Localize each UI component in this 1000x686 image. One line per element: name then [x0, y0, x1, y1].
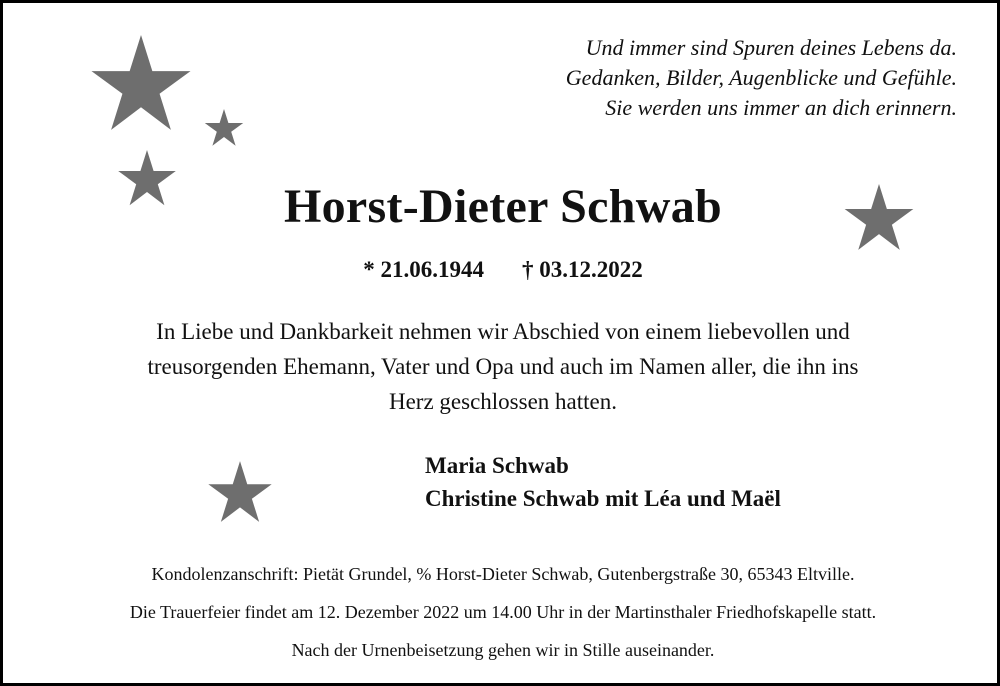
mourner-name: Maria Schwab	[425, 453, 569, 478]
message-line: treusorgenden Ehemann, Vater und Opa und auch im Namen aller, die ihn ins	[147, 354, 859, 379]
death-date: † 03.12.2022	[522, 257, 643, 282]
star-icon-small	[204, 109, 244, 147]
quote-line: Und immer sind Spuren deines Lebens da.	[585, 35, 957, 60]
quote-line: Sie werden uns immer an dich erinnern.	[605, 95, 957, 120]
quote-line: Gedanken, Bilder, Augenblicke und Gefühle.	[565, 65, 957, 90]
star-icon-large	[89, 35, 193, 133]
life-dates	[3, 257, 1000, 283]
message-line: In Liebe und Dankbarkeit nehmen wir Abschied von einem liebevollen und	[156, 319, 850, 344]
funeral-info	[3, 555, 1000, 669]
condolence-address: Kondolenzanschrift: Pietät Grundel, % Horst-Dieter Schwab, Gutenbergstraße 30, 65343 Eltville.	[151, 564, 855, 584]
mourners-list	[425, 449, 781, 515]
mourner-name: Christine Schwab mit Léa und Maël	[425, 486, 781, 511]
ceremony-notice: Die Trauerfeier findet am 12. Dezember 2022 um 14.00 Uhr in der Martinsthaler Friedhofskapelle statt.	[129, 602, 877, 622]
burial-notice: Nach der Urnenbeisetzung gehen wir in Stille auseinander.	[291, 640, 715, 660]
message-line: Herz geschlossen hatten.	[388, 389, 617, 414]
star-icon-bottom-left	[207, 461, 273, 524]
farewell-message	[3, 314, 1000, 419]
memorial-quote	[566, 33, 957, 123]
deceased-name: Horst-Dieter Schwab	[283, 180, 723, 233]
birth-date: * 21.06.1944	[363, 257, 484, 282]
